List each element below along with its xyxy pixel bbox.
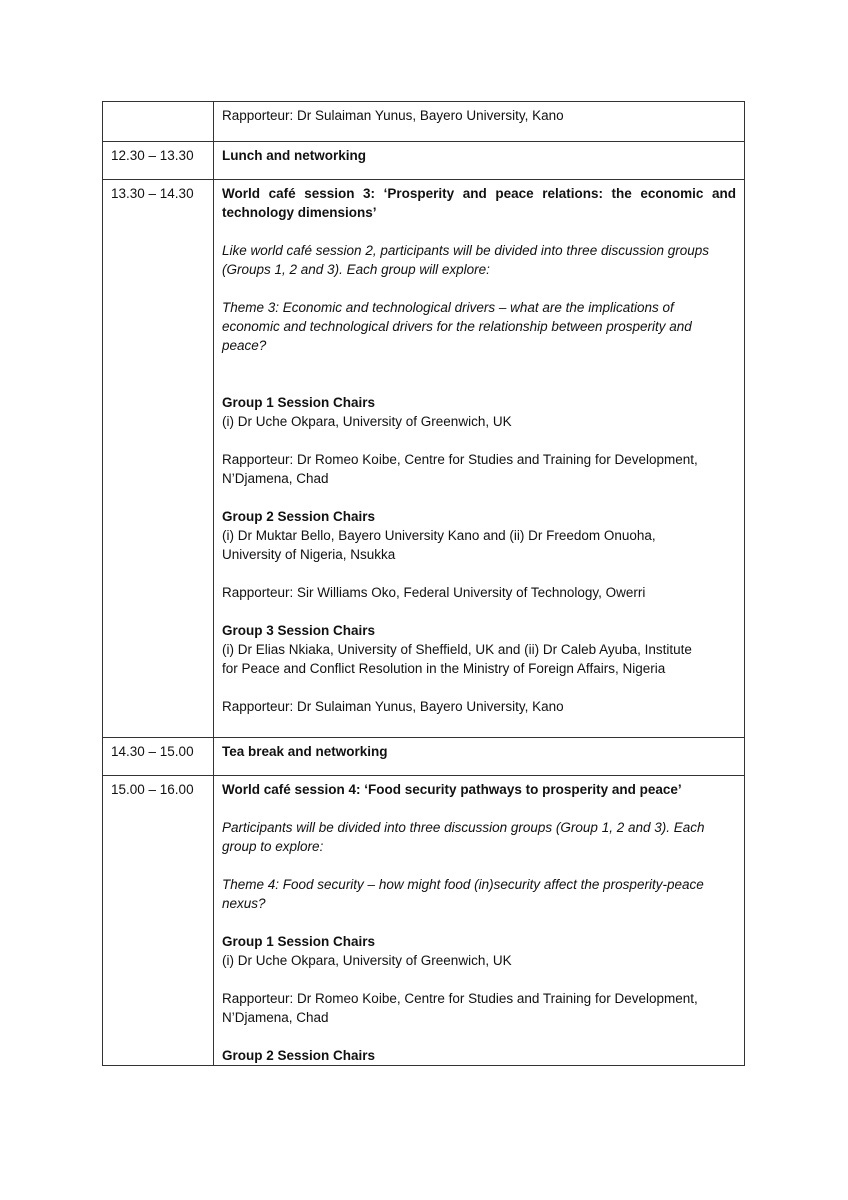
group-heading: Group 1 Session Chairs (222, 395, 376, 410)
table-row (103, 180, 745, 738)
group-rapporteur: N’Djamena, Chad (222, 1010, 329, 1025)
group-heading: Group 2 Session Chairs (222, 509, 376, 524)
time-cell (103, 102, 214, 142)
table-row (103, 142, 745, 180)
time-cell (103, 142, 214, 180)
time-slot: 15.00 – 16.00 (111, 782, 194, 797)
session-title: Lunch and networking (222, 148, 366, 163)
group-chairs: for Peace and Conflict Resolution in the Ministry of Foreign Affairs, Nigeria (222, 661, 666, 676)
group-heading: Group 1 Session Chairs (222, 934, 376, 949)
time-slot: 14.30 – 15.00 (111, 744, 194, 759)
theme-line: Theme 3: Economic and technological drivers – what are the implications of (222, 300, 674, 315)
time-cell (103, 738, 214, 776)
content-cell (214, 180, 745, 738)
group-chairs: (i) Dr Uche Okpara, University of Greenwich, UK (222, 953, 512, 968)
theme-line: economic and technological drivers for the relationship between prosperity and (222, 319, 692, 334)
session-title: World café session 4: ‘Food security pathways to prosperity and peace’ (222, 782, 682, 797)
programme-table (102, 101, 745, 1066)
group-rapporteur: N’Djamena, Chad (222, 471, 329, 486)
table-row (103, 102, 745, 142)
theme-line: peace? (222, 338, 267, 353)
intro-line: group to explore: (222, 839, 324, 854)
group-rapporteur: Rapporteur: Dr Romeo Koibe, Centre for Studies and Training for Development, (222, 991, 698, 1006)
intro-line: Participants will be divided into three discussion groups (Group 1, 2 and 3). Each (222, 820, 705, 835)
table-row (103, 738, 745, 776)
content-cell (214, 738, 745, 776)
content-cell (214, 142, 745, 180)
time-cell (103, 180, 214, 738)
group-chairs: University of Nigeria, Nsukka (222, 547, 396, 562)
group-rapporteur: Rapporteur: Sir Williams Oko, Federal University of Technology, Owerri (222, 585, 646, 600)
session-title-line: technology dimensions’ (222, 205, 377, 220)
session-title-line: World café session 3: ‘Prosperity and peace relations: the economic and (222, 186, 736, 201)
time-slot: 13.30 – 14.30 (111, 186, 194, 201)
theme-line: Theme 4: Food security – how might food (in)security affect the prosperity-peace (222, 877, 704, 892)
group-heading: Group 3 Session Chairs (222, 623, 376, 638)
content-cell (214, 102, 745, 142)
session-title: Tea break and networking (222, 744, 388, 759)
session-title (222, 184, 736, 203)
intro-line: (Groups 1, 2 and 3). Each group will explore: (222, 262, 490, 277)
time-slot: 12.30 – 13.30 (111, 148, 194, 163)
intro-line: Like world café session 2, participants will be divided into three discussion groups (222, 243, 710, 258)
group-heading: Group 2 Session Chairs (222, 1048, 376, 1063)
rapporteur-text: Rapporteur: Dr Sulaiman Yunus, Bayero University, Kano (222, 108, 564, 123)
group-rapporteur: Rapporteur: Dr Sulaiman Yunus, Bayero University, Kano (222, 699, 564, 714)
group-chairs: (i) Dr Muktar Bello, Bayero University Kano and (ii) Dr Freedom Onuoha, (222, 528, 656, 543)
theme-line: nexus? (222, 896, 266, 911)
group-chairs: (i) Dr Elias Nkiaka, University of Sheffield, UK and (ii) Dr Caleb Ayuba, Institute (222, 642, 692, 657)
content-cell (214, 776, 745, 1066)
table-row (103, 776, 745, 1066)
group-rapporteur: Rapporteur: Dr Romeo Koibe, Centre for Studies and Training for Development, (222, 452, 698, 467)
group-chairs: (i) Dr Uche Okpara, University of Greenwich, UK (222, 414, 512, 429)
time-cell (103, 776, 214, 1066)
